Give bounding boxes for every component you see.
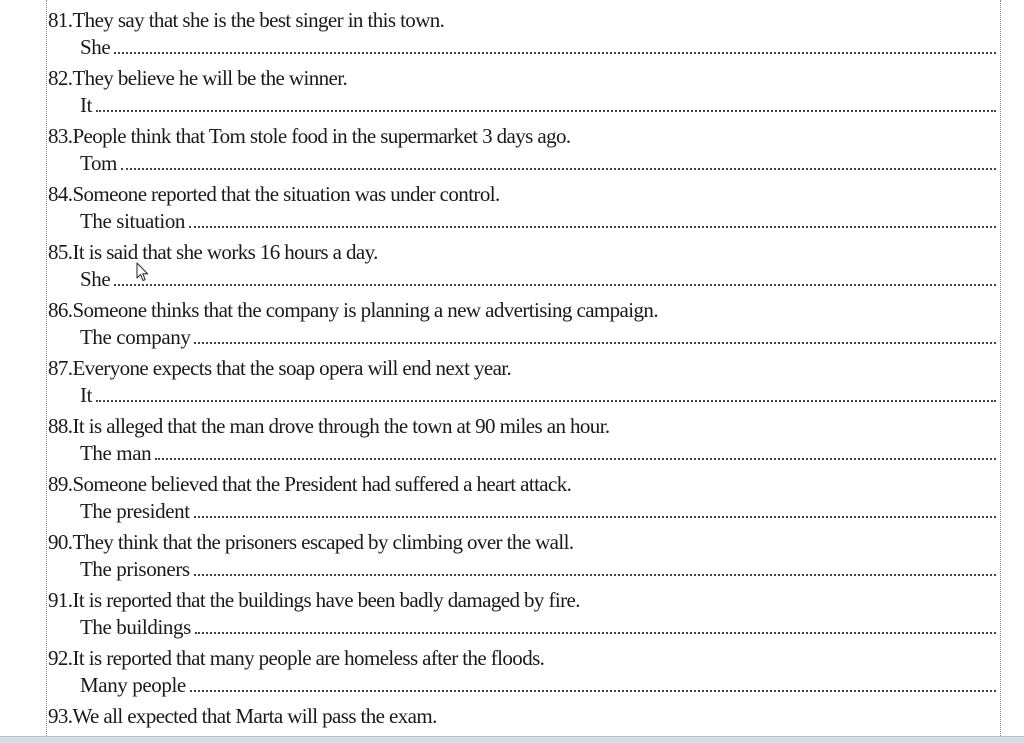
exercise-sentence: Someone reported that the situation was under control. <box>72 182 500 206</box>
exercise-question <box>48 237 378 267</box>
exercise-question <box>48 353 511 383</box>
exercise-number: 86. <box>48 298 73 322</box>
exercise-sentence: Everyone expects that the soap opera will end next year. <box>72 356 512 380</box>
exercise-item <box>46 237 996 295</box>
exercise-item <box>46 643 996 701</box>
page-border-right <box>1000 0 1001 736</box>
answer-dotted-line <box>194 574 996 576</box>
window-bottom-edge <box>0 736 1024 743</box>
exercise-question <box>48 585 580 615</box>
exercise-item <box>46 353 996 411</box>
answer-dotted-line <box>114 284 996 286</box>
exercise-item <box>46 121 996 179</box>
answer-dotted-line <box>96 110 996 112</box>
answer-line <box>80 497 996 525</box>
exercise-question <box>48 295 658 325</box>
exercise-question <box>48 469 571 499</box>
exercise-sentence: It is reported that the buildings have been badly damaged by fire. <box>72 588 580 612</box>
exercise-number: 90. <box>48 530 73 554</box>
exercise-question <box>48 121 571 151</box>
exercise-item <box>46 469 996 527</box>
answer-line <box>80 149 996 177</box>
exercise-sentence: It is alleged that the man drove through the town at 90 miles an hour. <box>72 414 610 438</box>
answer-dotted-line <box>194 342 996 344</box>
answer-prompt: The prisoners <box>80 557 190 581</box>
exercise-sentence: Someone thinks that the company is planning a new advertising campaign. <box>72 298 658 322</box>
answer-prompt: It <box>80 93 93 117</box>
answer-dotted-line <box>155 458 996 460</box>
exercise-item <box>46 585 996 643</box>
exercise-question <box>48 179 500 209</box>
exercise-sentence: Someone believed that the President had suffered a heart attack. <box>72 472 572 496</box>
answer-dotted-line <box>121 168 996 170</box>
mouse-pointer-icon <box>136 262 150 282</box>
exercise-item <box>46 5 996 63</box>
exercise-sentence: They believe he will be the winner. <box>72 66 348 90</box>
exercise-question <box>48 63 347 93</box>
answer-dotted-line <box>194 516 996 518</box>
answer-line <box>80 91 996 119</box>
answer-prompt: The company <box>80 325 191 349</box>
exercise-number: 92. <box>48 646 73 670</box>
answer-prompt: The president <box>80 499 190 523</box>
exercise-number: 89. <box>48 472 73 496</box>
answer-dotted-line <box>189 226 996 228</box>
answer-dotted-line <box>190 690 996 692</box>
exercise-number: 88. <box>48 414 73 438</box>
exercise-question <box>48 643 544 673</box>
exercise-item <box>46 295 996 353</box>
answer-dotted-line <box>195 632 996 634</box>
exercise-number: 83. <box>48 124 73 148</box>
answer-line <box>80 613 996 641</box>
exercise-sentence: They think that the prisoners escaped by climbing over the wall. <box>72 530 574 554</box>
exercise-item <box>46 179 996 237</box>
exercise-question <box>48 527 574 557</box>
answer-prompt: Many people <box>80 673 186 697</box>
answer-prompt: The man <box>80 441 152 465</box>
exercise-number: 87. <box>48 356 73 380</box>
answer-prompt: The buildings <box>80 615 191 639</box>
exercise-item <box>46 63 996 121</box>
exercise-item <box>46 411 996 469</box>
exercise-number: 85. <box>48 240 73 264</box>
answer-dotted-line <box>96 400 996 402</box>
answer-line <box>80 439 996 467</box>
exercise-question <box>48 411 610 441</box>
exercise-number: 81. <box>48 8 73 32</box>
answer-line <box>80 323 996 351</box>
exercise-sentence: We all expected that Marta will pass the exam. <box>72 704 437 728</box>
exercise-number: 82. <box>48 66 73 90</box>
answer-prompt: She <box>80 267 111 291</box>
answer-line <box>80 381 996 409</box>
answer-line <box>80 33 996 61</box>
exercise-number: 93. <box>48 704 73 728</box>
answer-line <box>80 207 996 235</box>
exercise-sentence: They say that she is the best singer in this town. <box>72 8 445 32</box>
answer-line <box>80 265 996 293</box>
exercise-number: 84. <box>48 182 73 206</box>
answer-prompt: The situation <box>80 209 186 233</box>
answer-dotted-line <box>114 52 996 54</box>
exercise-question <box>48 701 437 731</box>
answer-line <box>80 671 996 699</box>
exercise-number: 91. <box>48 588 73 612</box>
exercise-item <box>46 527 996 585</box>
exercise-sentence: It is reported that many people are homeless after the floods. <box>72 646 545 670</box>
answer-prompt: It <box>80 383 93 407</box>
exercise-sentence: It is said that she works 16 hours a day. <box>72 240 378 264</box>
answer-prompt: Tom <box>80 151 117 175</box>
answer-line <box>80 555 996 583</box>
exercise-sentence: People think that Tom stole food in the supermarket 3 days ago. <box>72 124 571 148</box>
exercise-question <box>48 5 444 35</box>
answer-prompt: She <box>80 35 111 59</box>
